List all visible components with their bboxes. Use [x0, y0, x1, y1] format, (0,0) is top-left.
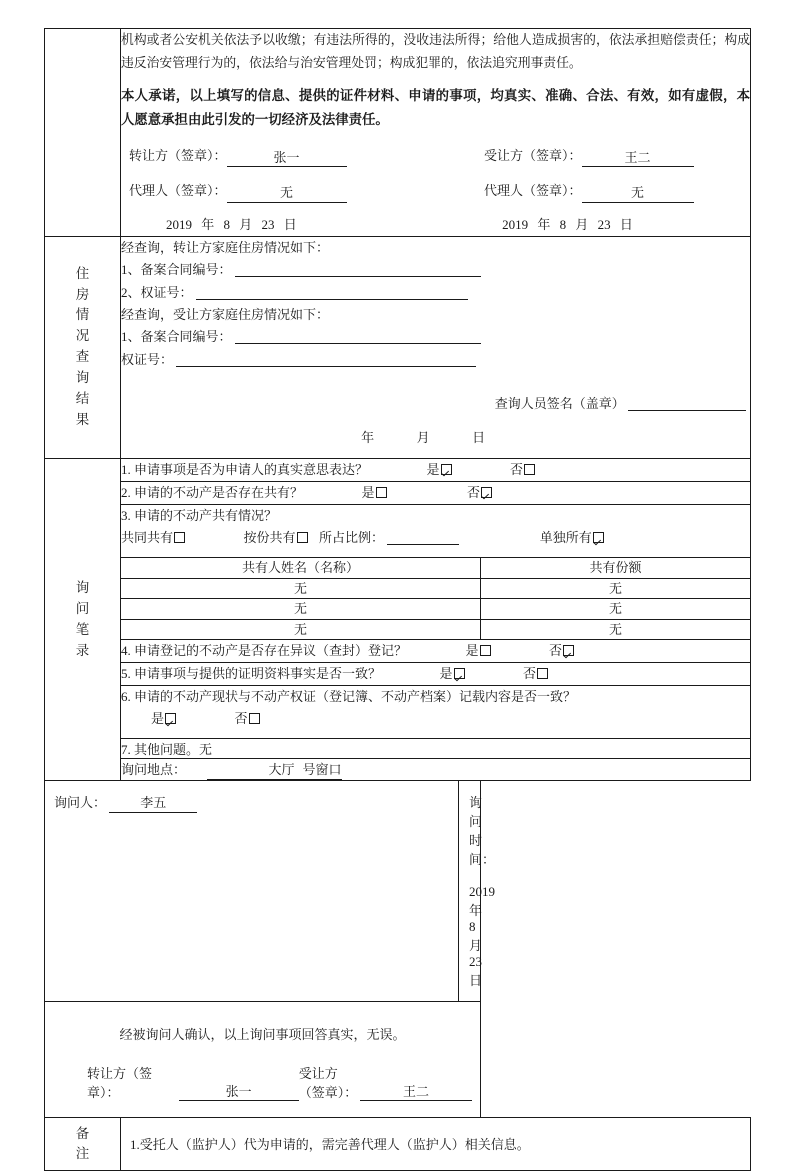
bottom-transferor-value[interactable]: 张一 [179, 1084, 299, 1101]
transferee-signature-label: 受让方（签章）： [484, 147, 582, 163]
promise-paragraph: 本人承诺，以上填写的信息、提供的证件材料、申请的事项，均真实、准确、合法、有效，如有虚假，本人愿意承担由此引发的一切经济及法律责任。 [121, 87, 751, 127]
coowner-name-cell[interactable]: 无 [121, 599, 481, 620]
question-5-text: 申请事项与提供的证明资料事实是否一致？ [134, 666, 382, 682]
question-5-no-option[interactable] [523, 666, 548, 681]
transferor-contract-no-label: 1、备案合同编号： [121, 262, 232, 278]
transferee-date-year-unit: 年 [537, 216, 551, 232]
transferee-contract-no-label: 1、备案合同编号： [121, 329, 232, 345]
inquiry-question-3-row [45, 504, 751, 557]
question-1-no-option[interactable] [510, 462, 535, 477]
transferee-date [499, 214, 750, 236]
transferor-cert-no-value[interactable] [196, 284, 468, 300]
transferor-date-month-unit: 月 [239, 216, 253, 232]
transferee-date-month-unit: 月 [575, 216, 589, 232]
confirmation-row [45, 1002, 751, 1118]
inquiry-label-char-2: 笔 [75, 621, 90, 637]
transferor-cert-no-field [121, 282, 750, 304]
remarks-row-label [45, 1118, 121, 1171]
transferee-cert-no-value[interactable] [176, 351, 476, 367]
share-ownership-option[interactable] [244, 530, 308, 545]
question-2-yes-checkbox[interactable] [376, 487, 387, 498]
legal-paragraph: 机构或者公安机关依法予以收缴；有违法所得的，没收违法所得；给他人造成损害的，依法承担赔偿责任；构成违反治安管理行为的，依法给与治安管理处罚；构成犯罪的，依法追究刑事责任。 [121, 33, 751, 70]
transferor-date-day[interactable]: 23 [261, 216, 275, 232]
inquiry-location-value[interactable]: 大厅 [268, 762, 295, 778]
officer-date-day-unit: 日 [472, 430, 486, 446]
officer-signature-value[interactable] [628, 395, 746, 411]
inquiry-label-char-1: 问 [75, 600, 90, 616]
coowner-table-header-row [45, 558, 751, 579]
transferee-cert-no-field [121, 349, 750, 371]
question-4-no-label: 否 [549, 643, 563, 659]
question-6-no-label: 否 [234, 711, 248, 727]
officer-date-month-value[interactable] [377, 430, 413, 445]
inquiry-question-4-row [45, 640, 751, 663]
interviewer-and-time-row [45, 781, 751, 1002]
transferee-housing-intro: 经查询，受让方家庭住房情况如下： [121, 306, 330, 322]
transferee-date-day-unit: 日 [619, 216, 633, 232]
inquiry-question-7-row [45, 739, 751, 759]
question-6-no-option[interactable] [235, 711, 260, 726]
transferee-contract-no-field [121, 326, 750, 348]
coowner-share-cell[interactable]: 无 [481, 619, 751, 640]
share-ratio-label: 所占比例： [319, 530, 385, 546]
interview-time-month[interactable]: 8 [469, 919, 476, 935]
coowner-table-row [45, 578, 751, 599]
question-7-text[interactable]: 其他问题。无 [134, 742, 213, 758]
interview-time-month-unit: 月 [469, 938, 483, 954]
question-4-yes-checkbox[interactable] [480, 645, 491, 656]
officer-date-year-unit: 年 [361, 430, 375, 446]
joint-ownership-label: 共同共有 [121, 530, 174, 546]
housing-query-label-char-4: 查 [75, 349, 90, 365]
bottom-transferor-label: 转让方（签章）： [87, 1066, 153, 1101]
transferee-date-day[interactable]: 23 [597, 216, 611, 232]
question-4-number: 4. [121, 643, 131, 659]
inquiry-question-1-row [45, 458, 751, 481]
interview-time-day-unit: 日 [469, 973, 483, 989]
question-4-no-option[interactable] [549, 643, 574, 658]
question-4-text: 申请登记的不动产是否存在异议（查封）登记？ [134, 643, 408, 659]
coowner-table-row [45, 599, 751, 620]
declaration-cell [121, 29, 751, 237]
remarks-section-row [45, 1118, 751, 1171]
transferor-date-year[interactable]: 2019 [166, 216, 192, 232]
joint-ownership-checkbox[interactable] [174, 532, 185, 543]
question-1 [121, 458, 751, 481]
question-2-no-checkbox[interactable] [481, 487, 492, 498]
inquiry-location-value-group[interactable] [207, 759, 342, 780]
confirmation-text: 经被询问人确认，以上询问事项回答真实，无误。 [119, 1027, 406, 1043]
bottom-transferee-label: 受让方（签章）： [298, 1066, 358, 1101]
transferor-signature-field [121, 145, 484, 167]
question-2-no-option[interactable] [467, 485, 492, 500]
top-signature-row-1 [121, 145, 750, 167]
inquiry-location-suffix: 号窗口 [302, 762, 342, 778]
question-3-prompt [121, 505, 750, 527]
sole-ownership-option[interactable] [540, 530, 604, 545]
transferor-agent-value[interactable]: 无 [227, 185, 347, 202]
interview-time-label: 询问时间： [469, 795, 496, 868]
question-2-yes-label: 是 [361, 484, 375, 500]
officer-date-day-value[interactable] [433, 430, 469, 445]
transferor-signature-label: 转让方（签章）： [129, 147, 227, 163]
housing-query-row-label [45, 236, 121, 458]
transferor-contract-no-field [121, 259, 750, 281]
question-6-yes-checkbox[interactable] [165, 713, 176, 724]
question-7-number: 7. [121, 742, 131, 758]
coowner-name-header: 共有人姓名（名称） [121, 558, 481, 579]
coowner-name-cell[interactable]: 无 [121, 619, 481, 640]
transferee-signature-field [484, 145, 749, 167]
officer-signature-row [121, 393, 750, 415]
question-2-no-label: 否 [467, 484, 481, 500]
coowner-share-header: 共有份额 [481, 558, 751, 579]
interviewer-value[interactable]: 李五 [109, 795, 197, 812]
bottom-signature-row [53, 1063, 472, 1101]
sole-ownership-checkbox[interactable] [593, 532, 604, 543]
question-5-yes-label: 是 [439, 666, 453, 682]
transferor-date-day-unit: 日 [283, 216, 297, 232]
transferee-agent-field [484, 180, 749, 202]
top-date-row [121, 214, 750, 236]
question-1-yes-label: 是 [426, 461, 440, 477]
question-2-yes-option[interactable] [362, 485, 387, 500]
inquiry-question-2-row [45, 481, 751, 504]
question-2-text: 申请的不动产是否存在共有？ [134, 484, 304, 500]
coowner-name-cell[interactable]: 无 [121, 578, 481, 599]
joint-ownership-option[interactable] [121, 530, 185, 545]
officer-date-row [121, 427, 750, 451]
transferee-agent-label: 代理人（签章）： [484, 183, 582, 199]
share-ownership-checkbox[interactable] [297, 532, 308, 543]
inquiry-question-6-row [45, 686, 751, 739]
interview-time-year[interactable]: 2019 [469, 884, 495, 900]
remarks-label-char-0: 备 [75, 1125, 90, 1141]
interview-time-cell [459, 781, 496, 1002]
question-1-number: 1. [121, 461, 131, 477]
question-6-prompt [121, 686, 750, 708]
officer-date-month-unit: 月 [416, 430, 430, 446]
question-6-options [121, 708, 750, 730]
question-2 [121, 481, 751, 504]
confirmation-cell [45, 1002, 481, 1118]
question-3-number: 3. [121, 507, 131, 523]
officer-signature-label: 查询人员签名（盖章） [494, 396, 625, 412]
transferor-signature-value[interactable]: 张一 [227, 150, 347, 167]
housing-query-label-char-7: 果 [75, 412, 90, 428]
question-3 [121, 504, 751, 557]
interview-time-day[interactable]: 23 [469, 954, 482, 970]
question-1-no-checkbox[interactable] [524, 464, 535, 475]
question-6-text: 申请的不动产现状与不动产权证（登记簿、不动产档案）记载内容是否一致？ [134, 689, 577, 705]
question-3-text: 申请的不动产共有情况？ [134, 507, 278, 523]
share-ownership-label: 按份共有 [243, 530, 296, 546]
remarks-item: 1.受托人（监护人）代为申请的，需完善代理人（监护人）相关信息。 [130, 1137, 530, 1153]
housing-query-label-char-2: 情 [75, 307, 90, 323]
interviewer-label: 询问人： [54, 795, 107, 811]
housing-query-label-char-5: 询 [75, 370, 90, 386]
registration-inquiry-form [44, 28, 751, 1171]
question-7 [121, 739, 751, 759]
interviewer-cell [45, 781, 459, 1002]
housing-query-cell [121, 236, 751, 458]
transferee-cert-no-label: 权证号： [121, 351, 174, 367]
transferor-agent-field [121, 180, 484, 202]
question-4 [121, 640, 751, 663]
sole-ownership-label: 单独所有 [539, 530, 592, 546]
question-6-yes-label: 是 [151, 711, 165, 727]
question-1-yes-option[interactable] [427, 462, 452, 477]
declaration-left-blank-cell [45, 29, 121, 237]
interview-time-year-unit: 年 [469, 903, 483, 919]
question-6-no-checkbox[interactable] [249, 713, 260, 724]
inquiry-location-label: 询问地点： [121, 762, 187, 778]
inquiry-label-char-3: 录 [75, 642, 90, 658]
transferor-contract-no-value[interactable] [235, 261, 481, 277]
question-5-yes-option[interactable] [440, 666, 465, 681]
question-1-no-label: 否 [510, 461, 524, 477]
inquiry-label-char-0: 询 [75, 579, 90, 595]
question-1-text: 申请事项是否为申请人的真实意思表达？ [134, 461, 369, 477]
transferor-cert-no-label: 2、权证号： [121, 284, 193, 300]
top-signature-row-2 [121, 180, 750, 202]
question-5-no-label: 否 [523, 666, 537, 682]
form-page [44, 28, 750, 1171]
question-4-yes-label: 是 [465, 643, 479, 659]
bottom-transferee-field [299, 1063, 472, 1101]
transferee-contract-no-value[interactable] [235, 328, 481, 344]
question-1-yes-checkbox[interactable] [441, 464, 452, 475]
transferor-date [121, 214, 499, 236]
question-2-number: 2. [121, 484, 131, 500]
housing-query-label-char-1: 房 [75, 286, 90, 302]
question-5-number: 5. [121, 666, 131, 682]
question-6 [121, 686, 751, 739]
question-5-no-checkbox[interactable] [537, 668, 548, 679]
coowner-share-cell[interactable]: 无 [481, 599, 751, 620]
question-5-yes-checkbox[interactable] [454, 668, 465, 679]
inquiry-record-row-label [45, 458, 121, 781]
transferee-date-year[interactable]: 2019 [502, 216, 529, 232]
housing-query-label-char-6: 结 [75, 391, 90, 407]
coowner-table-row [45, 619, 751, 640]
transferor-agent-label: 代理人（签章）： [129, 183, 227, 199]
declaration-section-row [45, 29, 751, 237]
bottom-transferor-field [53, 1063, 299, 1101]
transferor-date-year-unit: 年 [201, 216, 215, 232]
question-6-yes-option[interactable] [151, 711, 176, 726]
transferee-agent-value[interactable]: 无 [582, 185, 694, 202]
question-4-yes-option[interactable] [466, 643, 491, 658]
question-5 [121, 663, 751, 686]
bottom-transferee-value[interactable]: 王二 [360, 1084, 472, 1101]
transferee-signature-value[interactable]: 王二 [582, 150, 694, 167]
housing-query-label-char-0: 住 [75, 265, 90, 281]
transferor-housing-intro: 经查询，转让方家庭住房情况如下： [121, 239, 330, 255]
question-6-number: 6. [121, 689, 131, 705]
officer-date-year-value[interactable] [322, 430, 358, 445]
remarks-cell [121, 1118, 751, 1171]
share-ratio-value[interactable] [387, 529, 459, 545]
coowner-share-cell[interactable]: 无 [481, 578, 751, 599]
housing-query-section-row [45, 236, 751, 458]
inquiry-location-row [45, 759, 751, 781]
remarks-label-char-1: 注 [75, 1146, 90, 1162]
inquiry-question-5-row [45, 663, 751, 686]
housing-query-label-char-3: 况 [75, 328, 90, 344]
question-3-options [121, 527, 750, 549]
question-4-no-checkbox[interactable] [563, 645, 574, 656]
transferee-date-month[interactable]: 8 [559, 216, 567, 232]
inquiry-location-cell [121, 759, 751, 781]
transferor-date-month[interactable]: 8 [223, 216, 231, 232]
